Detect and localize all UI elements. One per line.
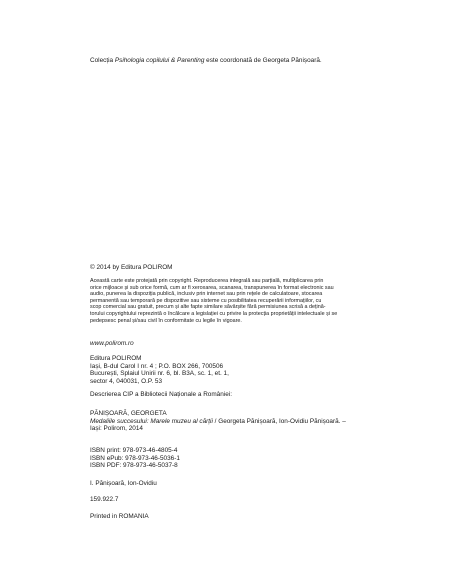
cip-title-line [90,418,390,426]
series-suffix: este coordonată de Georgeta Pănișoară. [204,57,322,64]
address-line: sector 4, 040031, O.P. 53 [90,377,163,385]
cip-responsibility: / Georgeta Pănișoară, Ion-Ovidiu Pănișoară. – [212,417,346,425]
website [90,340,390,348]
classification [90,496,390,504]
cip-heading [90,391,390,399]
rights-notice [90,278,390,324]
series-note [90,57,390,65]
cip-heading-text: Descrierea CIP a Bibliotecii Naționale a României: [90,391,232,398]
added-entry [90,480,390,488]
address-line: Iași, B-dul Carol I nr. 4 ; P.O. BOX 266, 700506 [90,362,224,370]
series-note-line [90,57,390,65]
isbn-epub: ISBN ePub: 978-973-46-5036-1 [90,454,180,462]
cip-description [90,410,390,433]
cip-author: PĂNIȘOARĂ, GEORGETA [90,410,167,417]
address-line: Editura POLIROM [90,355,142,362]
classification-number: 159.922.7 [90,496,119,503]
cip-imprint: Iași: Polirom, 2014 [90,425,143,433]
rights-notice-line: permanentă sau temporară pe dispozitive sau sisteme cu posibilitatea recuperării informațiilor, cu [90,297,322,304]
printed-in-text: Printed in ROMANIA [90,513,149,520]
isbn-print: ISBN print: 978-973-46-4805-4 [90,447,178,454]
series-prefix: Colecția [90,57,115,64]
rights-notice-line: orice mijloace și sub orice formă, cum ar fi xeroxarea, scanarea, transpunerea în format electronic sau [90,284,334,291]
cip-title: Medaliile succesului: Marele muzeu al cărții [90,417,213,425]
copyright-line [90,264,390,272]
isbn-list [90,447,390,470]
printed-in [90,513,390,521]
address-line: București, Splaiul Unirii nr. 6, bl. B3A, sc. 1, et. 1, [90,370,229,378]
copyright-text: © 2014 by Editura POLIROM [90,264,173,271]
publisher-address [90,355,390,385]
rights-notice-line: pedepsesc penal și/sau civil în conformitate cu legile în vigoare. [90,317,242,324]
rights-notice-line: Această carte este protejată prin copyright. Reproducerea integrală sau parțială, multiplicarea prin [90,278,324,284]
isbn-pdf: ISBN PDF: 978-973-46-5037-8 [90,462,178,470]
rights-notice-line: torului copyrightului reprezintă o încălcare a legislației cu privire la protecția proprietății intelectuale și se [90,310,338,317]
collection-name: Psihologia copilului & Parenting [114,57,205,64]
rights-notice-line: scop comercial sau gratuit, precum și alte fapte similare săvârșite fără permisiunea scrisă a dețină- [90,304,326,311]
rights-notice-line: audio, punerea la dispoziția publică, inclusiv prin internet sau prin rețele de calculatoare, stocarea [90,291,323,298]
website-link: www.polirom.ro [90,340,134,347]
added-entry-text: I. Pănișoară, Ion-Ovidiu [90,480,157,487]
